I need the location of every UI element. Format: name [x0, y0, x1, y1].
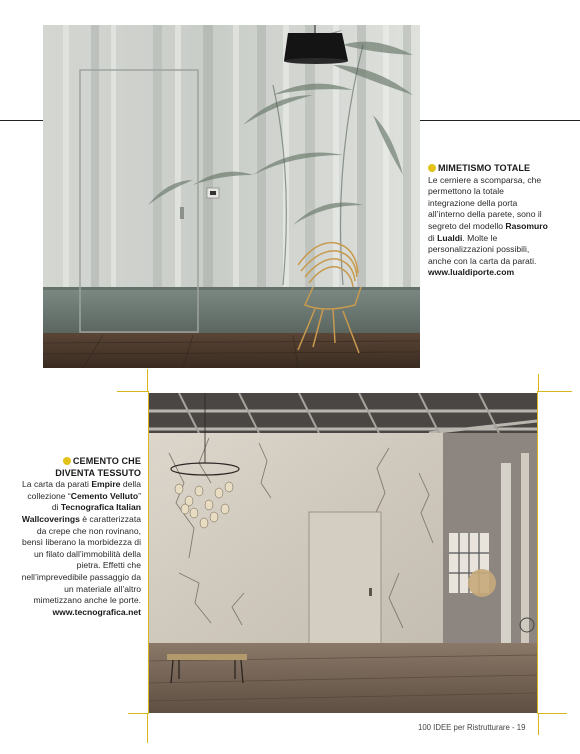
caption-text: ” di	[51, 490, 141, 513]
brand-name: Tecnografica Italian Wallcoverings	[21, 502, 141, 524]
crop-line-top-right	[537, 391, 572, 392]
product-name: Empire	[91, 479, 121, 490]
caption-text: è caratterizzata da crepe che non rovinano, bensì liberano la morbidezza di un filato dall’immobilità della pietra. Effetti che nell’imprevedibile passaggio da un materiale all’altro mimetizzano anche le porte.	[21, 513, 141, 606]
caption-body	[428, 175, 548, 268]
crop-line-bottom-right	[537, 713, 567, 714]
website-link[interactable]: www.lualdiporte.com	[428, 267, 515, 278]
caption-text: della collezione “	[27, 479, 141, 501]
crop-line-right-bottom	[538, 713, 539, 735]
photo-lualdi-rasomuro	[43, 25, 420, 368]
crop-line-top-left	[117, 391, 149, 392]
caption-text: . Molte le personalizzazioni possibili, anche con la carta da parati.	[428, 232, 537, 266]
crop-line-left-bottom	[147, 713, 148, 743]
caption-text: Le cerniere a scomparsa, che permettono la totale integrazione della porta all’interno della parete, sono il segreto del modello	[428, 174, 542, 231]
crop-line-left-top	[147, 369, 148, 391]
border-left	[148, 392, 149, 714]
crop-line-bottom-left	[128, 713, 149, 714]
caption-title: MIMETISMO TOTALE	[438, 163, 531, 173]
yellow-dot-icon	[63, 457, 71, 465]
photo-tecnografica-empire	[149, 393, 537, 713]
caption-text: di	[428, 232, 438, 243]
caption-title-row	[428, 163, 548, 175]
caption-text: La carta da parati	[22, 479, 92, 490]
caption-title-row	[20, 456, 141, 468]
caption-body	[20, 479, 141, 607]
border-right	[537, 392, 538, 714]
page-folio: 100 IDEE per Ristrutturare - 19	[418, 723, 526, 732]
caption-title-line-1: CEMENTO CHE	[72, 456, 141, 466]
yellow-dot-icon	[428, 164, 436, 172]
rule-right	[420, 120, 580, 121]
collection-name: Cemento Velluto	[70, 490, 139, 501]
caption-mimetismo-totale	[428, 163, 548, 279]
product-name: Rasomuro	[505, 220, 548, 231]
caption-title-line-2: DIVENTA TESSUTO	[55, 467, 141, 478]
crop-line-right-top	[538, 374, 539, 391]
caption-cemento-tessuto	[20, 456, 141, 618]
rule-left	[0, 120, 43, 121]
brand-name: Lualdi	[437, 232, 463, 243]
website-link[interactable]: www.tecnografica.net	[52, 606, 141, 617]
